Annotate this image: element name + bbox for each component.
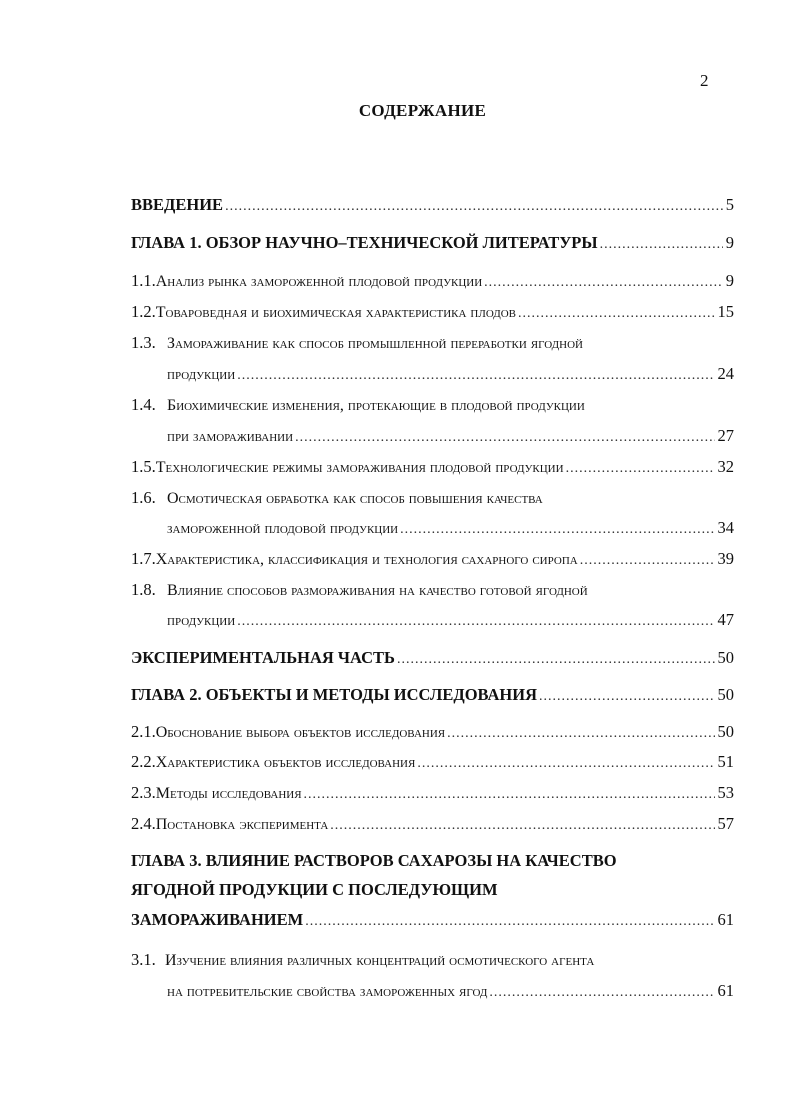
- toc-entry[interactable]: [131, 195, 734, 217]
- dot-leader: [237, 366, 714, 386]
- toc-entry-page: 53: [717, 783, 734, 802]
- dot-leader: [489, 983, 714, 1003]
- toc-entry-title: Анализ рынка замороженной плодовой продукции: [155, 273, 483, 290]
- toc-entry-title: ВВЕДЕНИЕ: [131, 195, 224, 214]
- toc-entry-page: 5: [725, 195, 734, 214]
- toc-entry-title: при замораживании: [167, 428, 294, 445]
- toc-entry[interactable]: [131, 549, 734, 571]
- toc-entry[interactable]: [131, 783, 734, 805]
- toc-entry-page: 50: [717, 685, 734, 704]
- toc-entry[interactable]: [131, 752, 734, 774]
- toc-entry-number: 1.7.: [131, 549, 156, 568]
- toc-entry[interactable]: [131, 910, 734, 932]
- toc-entry-page: 27: [717, 426, 734, 445]
- toc-entry-title: Характеристика, классификация и технология сахарного сиропа: [155, 551, 578, 568]
- toc-entry[interactable]: [131, 271, 734, 293]
- toc-entry-title: ГЛАВА 1. ОБЗОР НАУЧНО–ТЕХНИЧЕСКОЙ ЛИТЕРАТУРЫ: [131, 233, 598, 252]
- toc-entry-page: 34: [717, 518, 734, 537]
- dot-leader: [304, 785, 715, 805]
- page-number: 2: [700, 71, 709, 90]
- toc-entry-number: 2.1.: [131, 722, 156, 741]
- toc-entry[interactable]: [131, 722, 734, 744]
- toc-entry[interactable]: [131, 302, 734, 324]
- toc-entry-title: на потребительские свойства замороженных ягод: [167, 983, 488, 1000]
- toc-entry-page: 47: [717, 610, 734, 629]
- page-title: СОДЕРЖАНИЕ: [358, 101, 487, 120]
- toc-entry-page: 50: [717, 722, 734, 741]
- toc-entry[interactable]: [131, 233, 734, 255]
- dot-leader: [400, 520, 714, 540]
- toc-entry-title: Технологические режимы замораживания плодовой продукции: [155, 459, 564, 476]
- dot-leader: [580, 551, 715, 571]
- toc-entry-title: Замораживание как способ промышленной переработки ягодной: [167, 335, 583, 352]
- dot-leader: [225, 197, 723, 217]
- toc-entry-title: Биохимические изменения, протекающие в плодовой продукции: [167, 397, 585, 414]
- dot-leader: [237, 612, 714, 632]
- toc-entry[interactable]: [131, 648, 734, 670]
- toc-entry-number: 2.3.: [131, 783, 156, 802]
- toc-entry-number: 1.5.: [131, 457, 156, 476]
- dot-leader: [447, 724, 714, 744]
- dot-leader: [417, 754, 714, 774]
- toc-entry-page: 51: [717, 752, 734, 771]
- toc-entry-page: 9: [725, 271, 734, 290]
- toc-entry[interactable]: [131, 457, 734, 479]
- toc-entry-title: Изучение влияния различных концентраций осмотического агента: [165, 952, 595, 969]
- dot-leader: [484, 273, 723, 293]
- dot-leader: [397, 650, 715, 670]
- toc-entry-number: 1.6.: [131, 488, 156, 507]
- toc-entry-title: Товароведная и биохимическая характеристика плодов: [155, 304, 517, 321]
- dot-leader: [330, 816, 714, 836]
- toc-entry-number: 2.2.: [131, 752, 156, 771]
- toc-entry-title: Характеристика объектов исследования: [155, 754, 416, 771]
- toc-entry-number: 3.1.: [131, 950, 156, 969]
- toc-entry[interactable]: [131, 880, 734, 900]
- toc-entry-title: Методы исследования: [155, 785, 302, 802]
- toc-entry-page: 50: [717, 648, 734, 667]
- dot-leader: [600, 235, 723, 255]
- toc-entry-title: ЗАМОРАЖИВАНИЕМ: [131, 910, 304, 929]
- toc-entry-title: продукции: [167, 366, 236, 383]
- toc-entry-page: 9: [725, 233, 734, 252]
- toc-entry-page: 24: [717, 364, 734, 383]
- toc-entry-title: Влияние способов размораживания на качество готовой ягодной: [167, 582, 588, 599]
- toc-entry-number: 2.4.: [131, 814, 156, 833]
- toc-entry-number: 1.4.: [131, 395, 156, 414]
- toc-entry-title: ЯГОДНОЙ ПРОДУКЦИИ С ПОСЛЕДУЮЩИМ: [131, 880, 498, 899]
- toc-entry-title: ГЛАВА 3. ВЛИЯНИЕ РАСТВОРОВ САХАРОЗЫ НА КАЧЕСТВО: [131, 851, 617, 870]
- dot-leader: [295, 428, 714, 448]
- toc-entry[interactable]: [131, 950, 734, 971]
- toc-entry[interactable]: [131, 580, 734, 601]
- dot-leader: [539, 687, 715, 707]
- toc-entry[interactable]: [167, 518, 734, 540]
- toc-entry-title: замороженной плодовой продукции: [167, 520, 399, 537]
- toc-entry-title: ГЛАВА 2. ОБЪЕКТЫ И МЕТОДЫ ИССЛЕДОВАНИЯ: [131, 685, 537, 704]
- toc-entry-page: 61: [717, 910, 734, 929]
- toc-entry[interactable]: [167, 981, 734, 1003]
- toc-entry-page: 15: [717, 302, 734, 321]
- toc-entry-title: ЭКСПЕРИМЕНТАЛЬНАЯ ЧАСТЬ: [131, 648, 395, 667]
- toc-entry[interactable]: [131, 814, 734, 836]
- toc-entry-number: 1.1.: [131, 271, 156, 290]
- toc-entry[interactable]: [131, 333, 734, 354]
- toc-entry[interactable]: [167, 364, 734, 386]
- toc-entry[interactable]: [131, 395, 734, 416]
- toc-entry-title: продукции: [167, 612, 236, 629]
- toc-entry-title: Осмотическая обработка как способ повышения качества: [167, 490, 543, 507]
- dot-leader: [566, 459, 715, 479]
- dot-leader: [305, 912, 714, 932]
- toc-entry-number: 1.8.: [131, 580, 156, 599]
- toc-entry[interactable]: [131, 685, 734, 707]
- toc-entry-page: 39: [717, 549, 734, 568]
- toc-entry-page: 57: [717, 814, 734, 833]
- toc-entry-page: 61: [717, 981, 734, 1000]
- toc-entry[interactable]: [167, 426, 734, 448]
- toc-entry[interactable]: [167, 610, 734, 632]
- toc-entry[interactable]: [131, 851, 734, 871]
- toc-entry-number: 1.2.: [131, 302, 156, 321]
- toc-entry-title: Обоснование выбора объектов исследования: [155, 724, 446, 741]
- toc-entry[interactable]: [131, 488, 734, 509]
- toc-entry-number: 1.3.: [131, 333, 156, 352]
- toc-entry-page: 32: [717, 457, 734, 476]
- dot-leader: [518, 304, 714, 324]
- toc-entry-title: Постановка эксперимента: [155, 816, 329, 833]
